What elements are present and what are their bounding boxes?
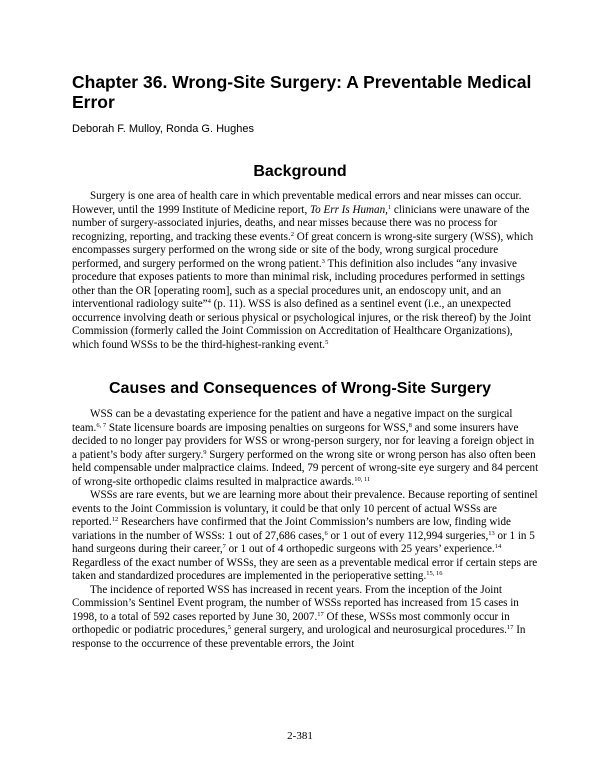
citation-superscript: 6 (324, 529, 328, 537)
text-run: or 1 out of 4 orthopedic surgeons with 25 years’ experience. (225, 543, 495, 555)
text-run: In response to the occurrence of these preventable errors, the Joint (72, 624, 526, 650)
citation-superscript: 2 (290, 230, 294, 238)
section-body-causes (72, 408, 540, 651)
text-run: State licensure boards are imposing penalties on surgeons for WSS, (106, 421, 409, 434)
text-run: WSSs are rare events, but we are learning more about their prevalence. Because reporting of sentinel events to the Joint Commission is voluntary, it could be that only 10 percent of actual WSSs are reported. (72, 489, 538, 528)
chapter-title: Chapter 36. Wrong-Site Surgery: A Preventable Medical Error (72, 72, 532, 112)
citation-superscript: 6, 7 (96, 421, 107, 429)
text-run: or 1 in 5 hand surgeons during their career, (72, 529, 535, 555)
text-run: general surgery, and urological and neurosurgical procedures. (231, 624, 507, 636)
text-run: Of these, WSSs most commonly occur in orthopedic or podiatric procedures, (72, 610, 510, 636)
citation-superscript: 8 (408, 421, 412, 429)
citation-superscript: 4 (207, 298, 211, 305)
paragraph (72, 489, 540, 584)
paragraph (72, 408, 540, 489)
citation-superscript: 5 (325, 338, 329, 346)
text-run: Surgery is one area of health care in which preventable medical errors and near misses can occur. However, until the 1999 Institute of Medicine report, (72, 190, 522, 216)
paragraph (72, 190, 540, 352)
citation-superscript: 17 (317, 610, 324, 618)
paragraph (72, 584, 540, 652)
citation-superscript: 13 (488, 529, 495, 537)
text-run: This definition also includes “any invasive procedure that exposes patients to more than minimal risk, including procedures performed in settings other than the OR [operating room], such as a special procedures unit, an endoscopy unit, and an interventional radiology suite” (72, 257, 525, 310)
section-heading-causes: Causes and Consequences of Wrong-Site Surgery (108, 380, 491, 397)
citation-superscript: 3 (321, 257, 325, 265)
citation-superscript: 17 (506, 624, 514, 631)
citation-superscript: 9 (203, 448, 207, 456)
italic-title: To Err Is Human, (310, 203, 388, 216)
page-number: 2-381 (287, 730, 313, 742)
citation-superscript: 12 (111, 516, 119, 523)
section-heading-background: Background (253, 163, 347, 180)
citation-superscript: 5 (227, 624, 232, 631)
citation-superscript: 14 (494, 543, 502, 550)
text-run: Surgery performed on the wrong site or wrong person has also often been held compensable under malpractice claims. Indeed, 79 percent of wrong-site eye surgery and 84 percent of wrong-site orthopedic claims resulted in malpractice awards. (72, 448, 539, 488)
text-run: Regardless of the exact number of WSSs, they are seen as a preventable medical error if certain steps are taken and standardized procedures are implemented in the perioperative setting. (72, 556, 538, 582)
citation-superscript: 7 (222, 543, 226, 550)
citation-superscript: 10, 11 (354, 475, 371, 483)
text-run: (p. 11). WSS is also defined as a sentinel event (i.e., an unexpected occurrence involving death or serious physical or psychological injures, or the risk thereof) by the Joint Commission (formerly called the Joint Commission on Accreditation of Healthcare Organizations), which found WSSs to be the third-highest-ranking event. (72, 298, 532, 351)
authors-line: Deborah F. Mulloy, Ronda G. Hughes (72, 123, 254, 135)
citation-superscript: 1 (387, 203, 392, 211)
text-run: clinicians were unaware of the number of surgery-associated injuries, deaths, and near misses because there was no process for recognizing, reporting, and tracking these events. (72, 203, 530, 243)
text-run: or 1 out of every 112,994 surgeries, (327, 529, 489, 542)
text-run: Of great concern is wrong-site surgery (WSS), which encompasses surgery performed on the wrong side or site of the body, wrong surgical procedure performed, and surgery performed on the wrong patient. (72, 230, 534, 270)
text-run: WSS can be a devastating experience for the patient and have a negative impact on the surgical team. (72, 408, 513, 434)
text-run: Researchers have confirmed that the Joint Commission’s numbers are low, finding wide variations in the number of WSSs: 1 out of 27,686 cases, (72, 516, 511, 542)
citation-superscript: 15, 16 (426, 570, 443, 577)
text-run: and some insurers have decided to no longer pay providers for WSS or wrong-person surgery, nor for leaving a foreign object in a patient’s body after surgery. (72, 421, 535, 461)
section-body-background (72, 190, 540, 352)
text-run: The incidence of reported WSS has increased in recent years. From the inception of the Joint Commission’s Sentinel Event program, the number of WSSs reported has increased from 15 cases in 1998, to a total of 592 cases reported by June 30, 2007. (72, 583, 519, 623)
